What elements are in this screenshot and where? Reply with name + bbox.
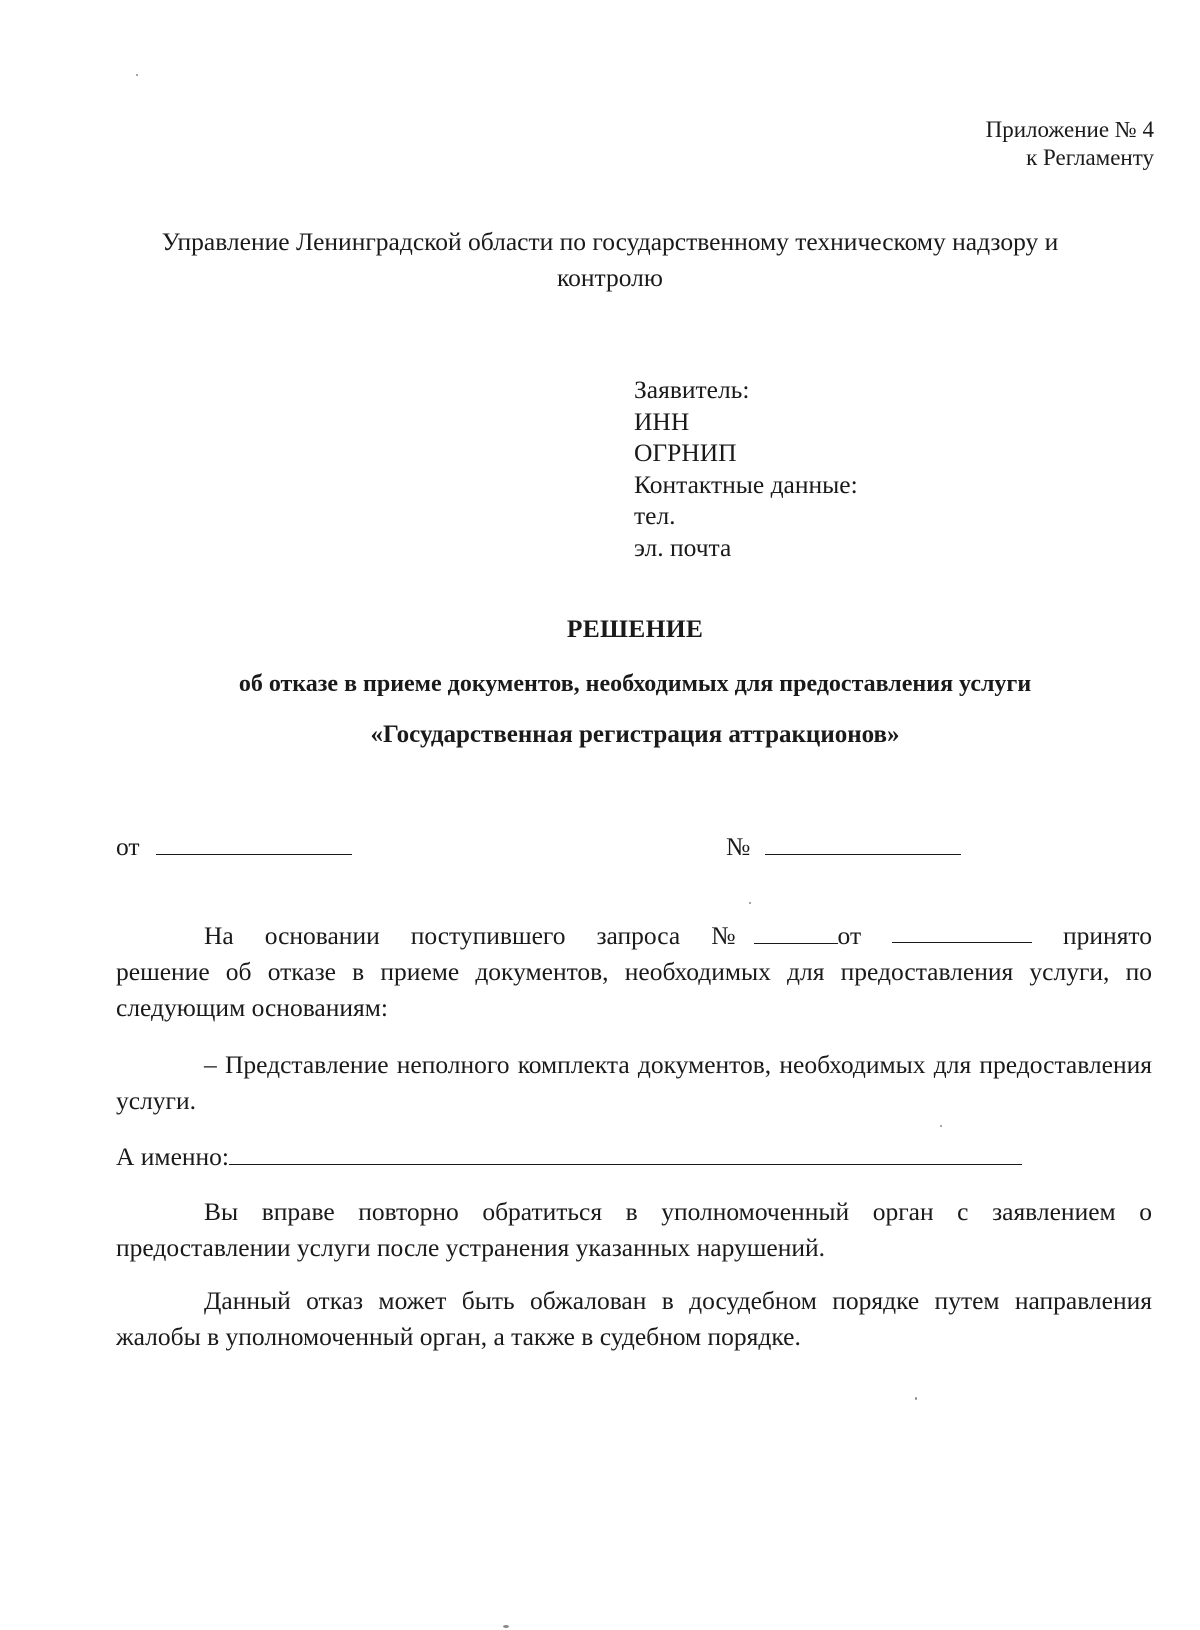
- scan-speck: [749, 902, 751, 904]
- word: запроса: [596, 921, 681, 950]
- applicant-phone: тел.: [634, 501, 676, 530]
- request-from-label: от: [837, 921, 862, 950]
- applicant-label: Заявитель:: [634, 375, 750, 404]
- scan-speck: [503, 1625, 509, 1628]
- date-label: от: [116, 832, 140, 861]
- request-paragraph-rest: решение об отказе в приеме документов, необходимых для предоставления услуги, по следующим основаниям:: [116, 957, 1152, 1022]
- applicant-block: [634, 374, 858, 563]
- appendix-number: Приложение № 4: [985, 117, 1154, 142]
- word: На: [204, 921, 234, 950]
- decision-title: РЕШЕНИЕ: [566, 614, 704, 643]
- scan-speck: [940, 1125, 942, 1127]
- reapply-paragraph: Вы вправе повторно обратиться в уполномоченный орган с заявлением о предоставлении услуги после устранения указанных нарушений.: [116, 1197, 1152, 1262]
- date-blank[interactable]: [156, 832, 352, 855]
- appeal-paragraph: Данный отказ может быть обжалован в досудебном порядке путем направления жалобы в уполномоченный орган, а также в судебном порядке.: [116, 1286, 1152, 1351]
- request-paragraph: [116, 918, 1152, 1026]
- applicant-email: эл. почта: [634, 532, 732, 562]
- request-paragraph-first-line: [116, 918, 1152, 954]
- appendix-note: [986, 116, 1154, 172]
- details-label: А именно:: [116, 1142, 230, 1171]
- details-line: [116, 1139, 1152, 1175]
- applicant-inn: ИНН: [634, 406, 690, 436]
- number-blank[interactable]: [765, 832, 961, 855]
- number-sign: №: [711, 921, 736, 950]
- ground-item: – Представление неполного комплекта документов, необходимых для предоставления услуги.: [116, 1050, 1152, 1115]
- accepted-word: принято: [1063, 921, 1152, 950]
- appendix-reference: к Регламенту: [1026, 145, 1154, 170]
- applicant-contacts: Контактные данные:: [634, 469, 858, 499]
- scan-speck: [136, 74, 138, 76]
- number-line: [726, 832, 961, 862]
- number-label: №: [726, 832, 751, 861]
- scan-speck: [915, 1397, 917, 1400]
- request-number-group: [711, 918, 861, 954]
- word: поступившего: [410, 921, 566, 950]
- decision-subtitle: об отказе в приеме документов, необходимых для предоставления услуги: [238, 671, 1032, 697]
- authority-name: Управление Ленинградской области по государственному техническому надзору и контролю: [161, 227, 1059, 292]
- request-date-blank[interactable]: [892, 918, 1032, 943]
- service-name: «Государственная регистрация аттракционов»: [370, 721, 900, 748]
- details-blank[interactable]: [229, 1140, 1022, 1165]
- word: основании: [264, 921, 380, 950]
- date-line: [116, 832, 352, 862]
- request-number-blank[interactable]: [754, 919, 838, 944]
- applicant-ogrnip: ОГРНИП: [634, 438, 737, 467]
